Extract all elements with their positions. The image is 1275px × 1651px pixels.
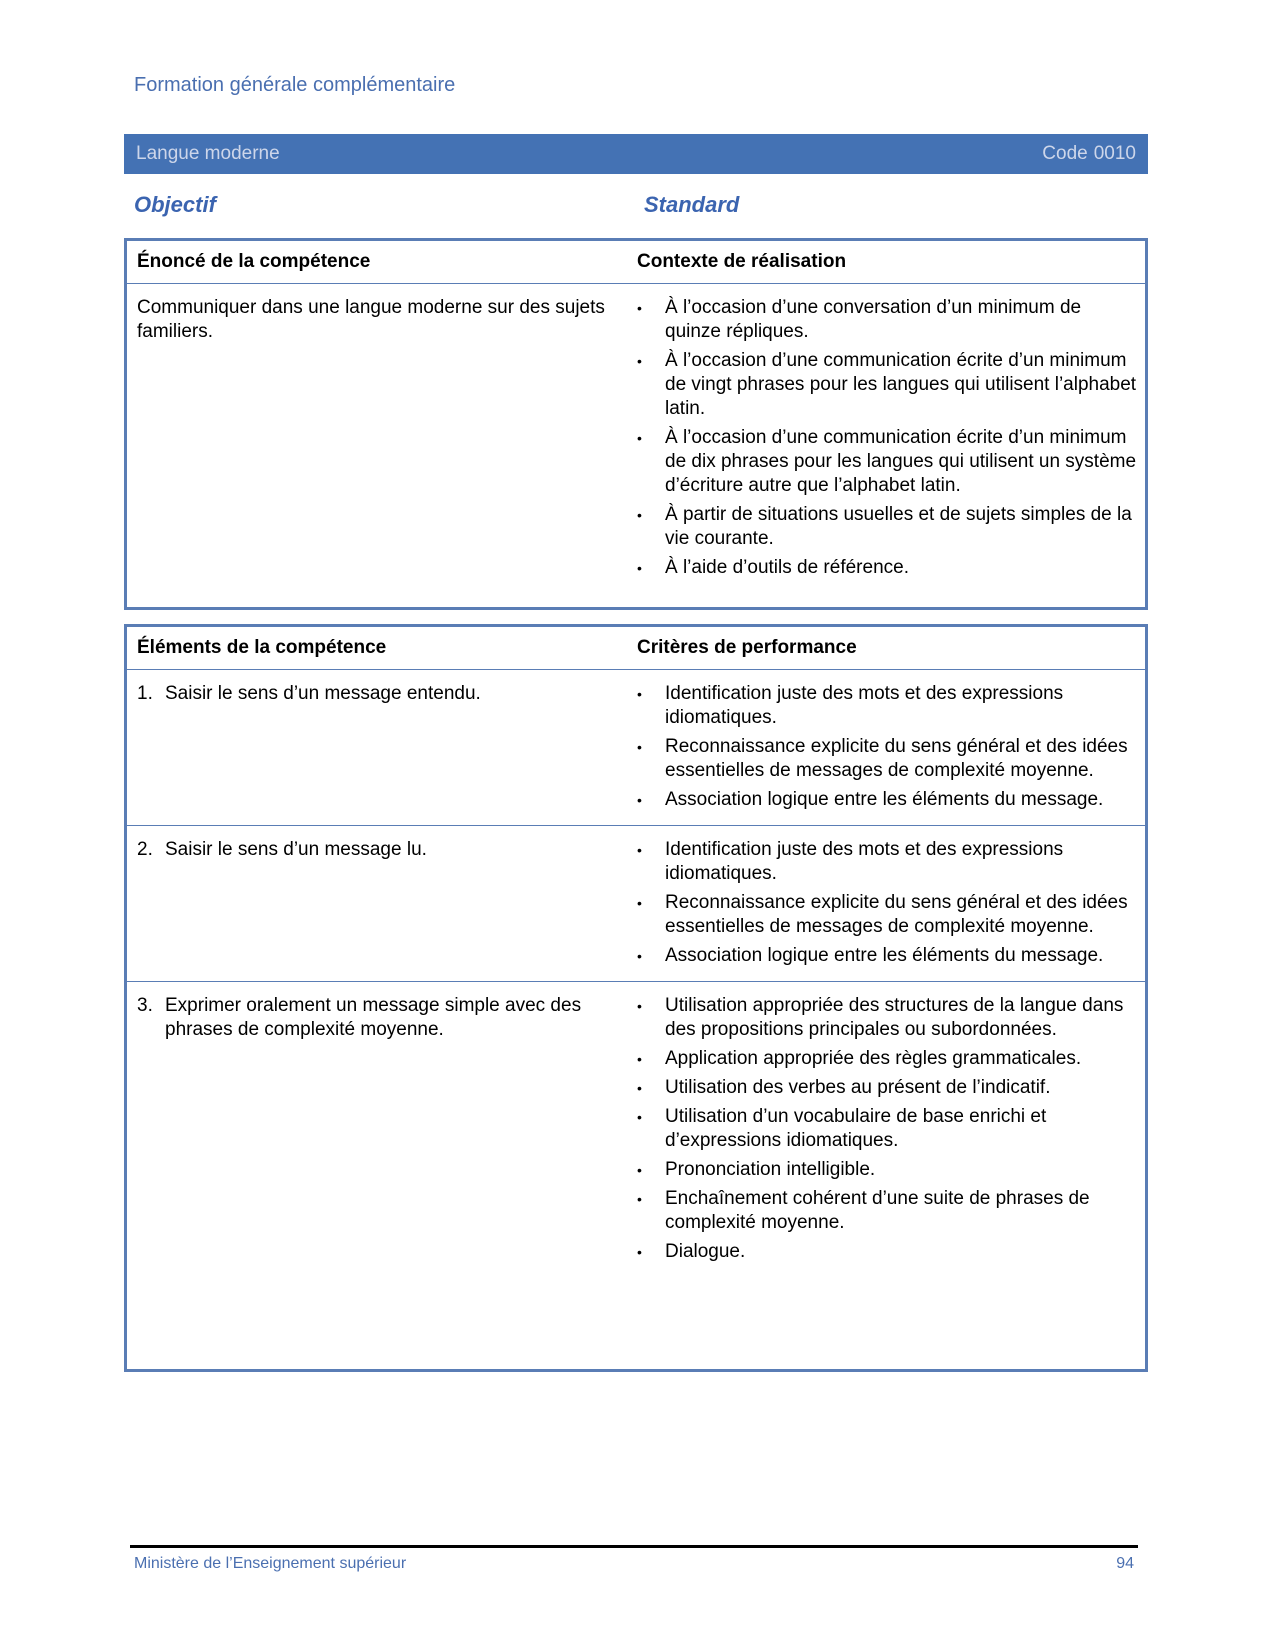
bullet-icon: • xyxy=(637,1191,642,1207)
context-item-text: À l’occasion d’une conversation d’un minimum de quinze répliques. xyxy=(665,297,1082,342)
bullet-icon: • xyxy=(637,686,642,702)
elements-table-header xyxy=(127,627,1145,670)
criterion-item xyxy=(637,1158,1137,1182)
criterion-item xyxy=(637,735,1137,783)
code-label: Code xyxy=(1042,143,1088,164)
bullet-icon: • xyxy=(637,560,642,576)
code-value: 0010 xyxy=(1093,143,1136,164)
criterion-item xyxy=(637,944,1137,968)
criterion-item xyxy=(637,994,1137,1042)
context-item xyxy=(637,556,1137,580)
element-row xyxy=(127,826,1145,982)
criterion-item xyxy=(637,1047,1137,1071)
subject-name: Langue moderne xyxy=(136,143,280,164)
element-number: 1. xyxy=(137,683,153,704)
criterion-item xyxy=(637,891,1137,939)
criterion-item xyxy=(637,838,1137,886)
criteria-list xyxy=(637,838,1137,968)
bullet-icon: • xyxy=(637,1162,642,1178)
competence-table-header xyxy=(127,241,1145,284)
bullet-icon: • xyxy=(637,430,642,446)
element-text: Saisir le sens d’un message lu. xyxy=(165,839,427,860)
document-series-title: Formation générale complémentaire xyxy=(134,74,456,96)
elements-heading: Éléments de la compétence xyxy=(137,637,387,658)
element-number: 3. xyxy=(137,995,153,1016)
criterion-item-text: Association logique entre les éléments du message. xyxy=(665,945,1104,966)
element-row xyxy=(127,982,1145,1277)
competence-statement: Communiquer dans une langue moderne sur des sujets familiers. xyxy=(137,297,605,342)
criteria-list xyxy=(637,994,1137,1264)
criteria-list xyxy=(637,682,1137,812)
context-item-text: À l’occasion d’une communication écrite d’un minimum de dix phrases pour les langues qui utilisent un système d’écriture autre que l’alphabet latin. xyxy=(665,427,1137,496)
criterion-item xyxy=(637,1187,1137,1235)
element-row xyxy=(127,670,1145,826)
criterion-item-text: Dialogue. xyxy=(665,1241,746,1262)
criterion-item-text: Utilisation appropriée des structures de la langue dans des propositions principales ou subordonnées. xyxy=(665,995,1124,1040)
criterion-item-text: Reconnaissance explicite du sens général et des idées essentielles de messages de complexité moyenne. xyxy=(665,892,1128,937)
objectif-heading: Objectif xyxy=(134,192,216,217)
criterion-item-text: Identification juste des mots et des expressions idiomatiques. xyxy=(665,683,1064,728)
bullet-icon: • xyxy=(637,948,642,964)
bullet-icon: • xyxy=(637,739,642,755)
context-item xyxy=(637,296,1137,344)
bullet-icon: • xyxy=(637,1244,642,1260)
bullet-icon: • xyxy=(637,507,642,523)
bullet-icon: • xyxy=(637,842,642,858)
course-code xyxy=(1042,143,1136,165)
context-item xyxy=(637,426,1137,498)
bullet-icon: • xyxy=(637,895,642,911)
elements-table xyxy=(124,624,1148,1372)
page-number: 94 xyxy=(1116,1555,1134,1572)
bullet-icon: • xyxy=(637,998,642,1014)
criterion-item-text: Reconnaissance explicite du sens général et des idées essentielles de messages de complexité moyenne. xyxy=(665,736,1128,781)
criterion-item xyxy=(637,788,1137,812)
element-text: Saisir le sens d’un message entendu. xyxy=(165,683,481,704)
context-item-text: À partir de situations usuelles et de sujets simples de la vie courante. xyxy=(665,504,1132,549)
criterion-item-text: Association logique entre les éléments du message. xyxy=(665,789,1104,810)
bullet-icon: • xyxy=(637,300,642,316)
competence-row xyxy=(127,284,1145,593)
context-list xyxy=(637,296,1137,580)
context-item xyxy=(637,503,1137,551)
criterion-item-text: Application appropriée des règles grammaticales. xyxy=(665,1048,1082,1069)
criterion-item xyxy=(637,682,1137,730)
bullet-icon: • xyxy=(637,1109,642,1125)
footer-ministry: Ministère de l’Enseignement supérieur xyxy=(134,1555,407,1572)
criterion-item-text: Prononciation intelligible. xyxy=(665,1159,876,1180)
footer-divider xyxy=(130,1545,1138,1548)
contexte-heading: Contexte de réalisation xyxy=(637,251,847,272)
bullet-icon: • xyxy=(637,353,642,369)
bullet-icon: • xyxy=(637,792,642,808)
criterion-item-text: Identification juste des mots et des expressions idiomatiques. xyxy=(665,839,1064,884)
element-text: Exprimer oralement un message simple avec des phrases de complexité moyenne. xyxy=(165,995,582,1040)
competence-table xyxy=(124,238,1148,610)
subject-banner xyxy=(124,134,1148,174)
context-item-text: À l’occasion d’une communication écrite d’un minimum de vingt phrases pour les langues qui utilisent l’alphabet latin. xyxy=(665,350,1137,419)
enonce-heading: Énoncé de la compétence xyxy=(137,251,371,272)
criterion-item xyxy=(637,1240,1137,1264)
bullet-icon: • xyxy=(637,1080,642,1096)
criterion-item xyxy=(637,1076,1137,1100)
page-footer xyxy=(134,1555,1134,1573)
context-item-text: À l’aide d’outils de référence. xyxy=(665,557,909,578)
criterion-item-text: Utilisation d’un vocabulaire de base enrichi et d’expressions idiomatiques. xyxy=(665,1106,1047,1151)
criterion-item-text: Utilisation des verbes au présent de l’indicatif. xyxy=(665,1077,1051,1098)
criteres-heading: Critères de performance xyxy=(637,637,857,658)
criterion-item xyxy=(637,1105,1137,1153)
standard-heading: Standard xyxy=(644,192,740,217)
element-number: 2. xyxy=(137,839,153,860)
criterion-item-text: Enchaînement cohérent d’une suite de phrases de complexité moyenne. xyxy=(665,1188,1090,1233)
context-item xyxy=(637,349,1137,421)
bullet-icon: • xyxy=(637,1051,642,1067)
